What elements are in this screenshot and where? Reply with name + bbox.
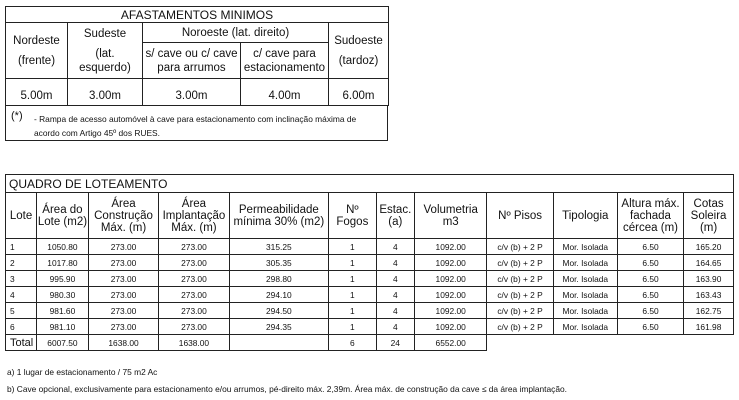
cell-cotas-soleira: 165.20: [684, 239, 734, 255]
cell-pisos: c/v (b) + 2 P: [487, 303, 553, 319]
nordeste-sub: (frente): [17, 54, 56, 67]
sudeste-sub: (lat. esquerdo): [79, 47, 131, 74]
cell-tipologia: Mor. Isolada: [553, 287, 617, 303]
cell-lote: 2: [6, 255, 37, 271]
cell-area-lote: 995.90: [37, 271, 89, 287]
cell-lote: 3: [6, 271, 37, 287]
header-permeabilidade: Permeabilidade mínima 30% (m2): [229, 193, 328, 239]
note-mark: (*): [11, 110, 23, 122]
nordeste-label: Nordeste: [13, 34, 60, 47]
cell-altura: 6.50: [617, 319, 683, 335]
cell-area-lote: 1050.80: [37, 239, 89, 255]
table-row: [6, 287, 734, 303]
sudoeste-label: Sudoeste: [334, 34, 383, 47]
cell-lote: 6: [6, 319, 37, 335]
quadro-loteamento-table: [5, 174, 734, 351]
cell-volumetria: 1092.00: [414, 287, 486, 303]
note-a: a) 1 lugar de estacionamento / 75 m2 Ac: [7, 367, 158, 377]
total-fogos: 6: [329, 335, 377, 351]
cell-area-construcao: 273.00: [88, 319, 158, 335]
cell-estacionamento: 4: [376, 319, 414, 335]
cell-area-implantacao: 273.00: [159, 319, 229, 335]
gap-cell: [241, 79, 329, 88]
cell-tipologia: Mor. Isolada: [553, 255, 617, 271]
sudoeste-sub: (tardoz): [338, 54, 379, 67]
cell-area-construcao: 273.00: [88, 239, 158, 255]
cell-altura: 6.50: [617, 271, 683, 287]
cell-lote: 1: [6, 239, 37, 255]
cell-fogos: 1: [329, 255, 377, 271]
total-area-construcao: 1638.00: [88, 335, 158, 351]
cell-lote: 4: [6, 287, 37, 303]
cell-permeabilidade: 298.80: [229, 271, 328, 287]
gap-cell: [143, 79, 241, 88]
cell-volumetria: 1092.00: [414, 239, 486, 255]
cell-cotas-soleira: 164.65: [684, 255, 734, 271]
noroeste-sub-com-cave: c/ cave para estacionamento: [241, 43, 329, 79]
cell-cotas-soleira: 163.90: [684, 271, 734, 287]
header-lote: Lote: [6, 193, 37, 239]
noroeste-com-cave-value: 4.00m: [241, 87, 329, 106]
sudeste-value: 3.00m: [68, 87, 143, 106]
noroeste-sub-sem-cave: s/ cave ou c/ cave para arrumos: [143, 43, 241, 79]
cell-volumetria: 1092.00: [414, 303, 486, 319]
cell-volumetria: 1092.00: [414, 255, 486, 271]
afastamentos-title: AFASTAMENTOS MINIMOS: [6, 7, 389, 23]
gap-cell: [68, 79, 143, 88]
cell-cotas-soleira: 161.98: [684, 319, 734, 335]
quadro-loteamento-section: [5, 174, 734, 394]
total-permeabilidade: [229, 335, 328, 351]
cell-volumetria: 1092.00: [414, 319, 486, 335]
header-cotas-soleira: Cotas Soleira (m): [684, 193, 734, 239]
cell-fogos: 1: [329, 271, 377, 287]
total-label: Total: [6, 335, 37, 351]
header-estacionamento: Estac. (a): [376, 193, 414, 239]
cell-fogos: 1: [329, 287, 377, 303]
cell-cotas-soleira: 162.75: [684, 303, 734, 319]
total-volumetria: 6552.00: [414, 335, 486, 351]
quadro-notes: [7, 364, 567, 398]
table-body: [6, 239, 734, 335]
cell-volumetria: 1092.00: [414, 271, 486, 287]
cell-altura: 6.50: [617, 287, 683, 303]
nordeste-value: 5.00m: [6, 87, 68, 106]
cell-area-lote: 980.30: [37, 287, 89, 303]
nordeste-header: [6, 23, 68, 79]
cell-permeabilidade: 294.50: [229, 303, 328, 319]
cell-area-implantacao: 273.00: [159, 239, 229, 255]
cell-cotas-soleira: 163.43: [684, 287, 734, 303]
cell-area-implantacao: 273.00: [159, 271, 229, 287]
cell-estacionamento: 4: [376, 271, 414, 287]
cell-area-implantacao: 273.00: [159, 287, 229, 303]
cell-fogos: 1: [329, 319, 377, 335]
cell-pisos: c/v (b) + 2 P: [487, 287, 553, 303]
cell-area-lote: 1017.80: [37, 255, 89, 271]
header-pisos: Nº Pisos: [487, 193, 553, 239]
gap-cell: [6, 79, 68, 88]
sudoeste-value: 6.00m: [329, 87, 389, 106]
afastamentos-note: [5, 106, 388, 141]
cell-area-lote: 981.60: [37, 303, 89, 319]
header-tipologia: Tipologia: [553, 193, 617, 239]
cell-pisos: c/v (b) + 2 P: [487, 319, 553, 335]
cell-tipologia: Mor. Isolada: [553, 239, 617, 255]
noroeste-label: Noroeste (lat. direito): [143, 23, 329, 43]
cell-area-construcao: 273.00: [88, 271, 158, 287]
table-row: [6, 319, 734, 335]
cell-fogos: 1: [329, 239, 377, 255]
total-blank: [487, 335, 734, 351]
cell-permeabilidade: 315.25: [229, 239, 328, 255]
cell-area-construcao: 273.00: [88, 255, 158, 271]
header-area-construcao: Área Construção Máx. (m): [88, 193, 158, 239]
cell-tipologia: Mor. Isolada: [553, 271, 617, 287]
total-area-implantacao: 1638.00: [159, 335, 229, 351]
cell-area-construcao: 273.00: [88, 287, 158, 303]
gap-cell: [329, 79, 389, 88]
cell-tipologia: Mor. Isolada: [553, 303, 617, 319]
cell-lote: 5: [6, 303, 37, 319]
cell-permeabilidade: 294.10: [229, 287, 328, 303]
cell-altura: 6.50: [617, 255, 683, 271]
total-estacionamento: 24: [376, 335, 414, 351]
quadro-title: QUADRO DE LOTEAMENTO: [6, 175, 734, 193]
table-row: [6, 239, 734, 255]
cell-permeabilidade: 294.35: [229, 319, 328, 335]
noroeste-sem-cave-value: 3.00m: [143, 87, 241, 106]
sudeste-label: Sudeste: [83, 27, 127, 40]
table-row: [6, 303, 734, 319]
header-area-implantacao: Área Implantação Máx. (m): [159, 193, 229, 239]
sudeste-header: [68, 23, 143, 79]
cell-estacionamento: 4: [376, 287, 414, 303]
cell-estacionamento: 4: [376, 303, 414, 319]
cell-area-implantacao: 273.00: [159, 255, 229, 271]
cell-pisos: c/v (b) + 2 P: [487, 239, 553, 255]
total-row: [6, 335, 734, 351]
cell-pisos: c/v (b) + 2 P: [487, 271, 553, 287]
header-altura: Altura máx. fachada cércea (m): [617, 193, 683, 239]
cell-tipologia: Mor. Isolada: [553, 319, 617, 335]
cell-permeabilidade: 305.35: [229, 255, 328, 271]
header-area-lote: Área do Lote (m2): [37, 193, 89, 239]
header-row: [6, 193, 734, 239]
header-volumetria: Volumetria m3: [414, 193, 486, 239]
header-fogos: Nº Fogos: [329, 193, 377, 239]
table-row: [6, 271, 734, 287]
sudoeste-header: [329, 23, 389, 79]
total-area-lote: 6007.50: [37, 335, 89, 351]
afastamentos-section: [5, 6, 388, 141]
cell-estacionamento: 4: [376, 239, 414, 255]
note-text: - Rampa de acesso automóvel à cave para estacionamento com inclinação máxima de acordo com Artigo 45º dos RUES.: [34, 114, 357, 138]
cell-fogos: 1: [329, 303, 377, 319]
cell-altura: 6.50: [617, 239, 683, 255]
table-row: [6, 255, 734, 271]
cell-altura: 6.50: [617, 303, 683, 319]
cell-area-lote: 981.10: [37, 319, 89, 335]
cell-estacionamento: 4: [376, 255, 414, 271]
cell-area-implantacao: 273.00: [159, 303, 229, 319]
note-b: b) Cave opcional, exclusivamente para estacionamento e/ou arrumos, pé-direito máx. 2,39m. Área máx. de construção da cave ≤ da área implantação.: [7, 384, 567, 394]
afastamentos-table: [5, 6, 389, 106]
cell-pisos: c/v (b) + 2 P: [487, 255, 553, 271]
cell-area-construcao: 273.00: [88, 303, 158, 319]
